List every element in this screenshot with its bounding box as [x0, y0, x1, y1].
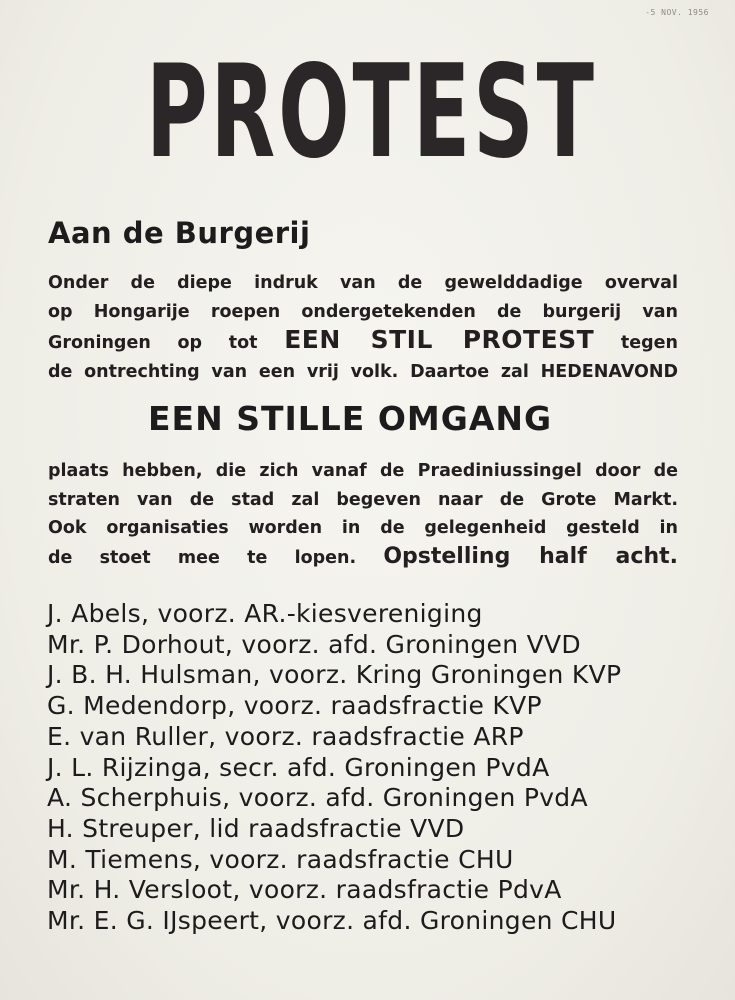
silent-procession-heading: EEN STILLE OMGANG	[148, 399, 553, 438]
details-line: Ook organisaties worden in de gelegenheid gesteld in	[48, 518, 678, 538]
signatory: J. B. H. Hulsman, voorz. Kring Groningen KVP	[47, 660, 622, 690]
details-line-text: de stoet mee te lopen.	[48, 547, 384, 568]
signatory: G. Medendorp, voorz. raadsfractie KVP	[47, 691, 542, 721]
intro-line: op Hongarije roepen ondergetekenden de burgerij van	[48, 301, 678, 322]
signatory: A. Scherphuis, voorz. afd. Groningen PvdA	[47, 783, 588, 813]
details-line	[48, 543, 678, 573]
poster-heading: Aan de Burgerij	[48, 216, 311, 250]
intro-line: Onder de diepe indruk van de gewelddadige overval	[48, 273, 678, 293]
details-line: straten van de stad zal begeven naar de Grote Markt.	[48, 489, 678, 510]
poster-title: PROTEST	[146, 38, 597, 187]
signatory-list	[47, 599, 621, 937]
date-stamp: -5 NOV. 1956	[645, 8, 709, 17]
intro-paragraph	[48, 269, 678, 386]
signatory: Mr. P. Dorhout, voorz. afd. Groningen VVD	[47, 629, 581, 659]
signatory: Mr. E. G. IJspeert, voorz. afd. Groningen CHU	[47, 906, 617, 936]
signatory: H. Streuper, lid raadsfractie VVD	[47, 813, 465, 843]
silent-protest-emphasis: EEN STIL PROTEST	[284, 325, 595, 354]
signatory: J. Abels, voorz. AR.-kiesvereniging	[47, 599, 483, 628]
intro-line-text: Groningen op tot	[48, 333, 285, 353]
signatory: Mr. H. Versloot, voorz. raadsfractie PdvA	[47, 875, 562, 905]
assembly-time-emphasis: Opstelling half acht.	[383, 543, 678, 569]
signatory: M. Tiemens, voorz. raadsfractie CHU	[47, 844, 514, 874]
intro-line	[48, 326, 678, 358]
details-line: plaats hebben, die zich vanaf de Praediniussingel door de	[48, 461, 678, 481]
details-paragraph	[48, 457, 678, 572]
intro-line-text: tegen	[594, 333, 679, 353]
intro-line: de ontrechting van een vrij volk. Daartoe zal HEDENAVOND	[48, 361, 678, 382]
signatory: E. van Ruller, voorz. raadsfractie ARP	[47, 721, 524, 751]
signatory: J. L. Rijzinga, secr. afd. Groningen PvdA	[47, 752, 550, 782]
